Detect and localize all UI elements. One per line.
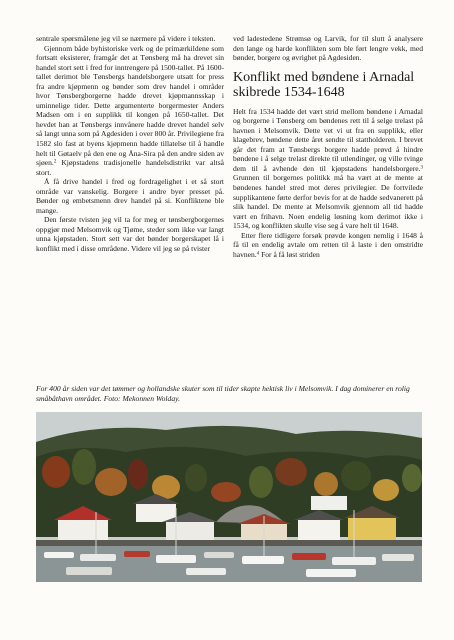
paragraph: Den første tvisten jeg vil ta for meg er tønsbergborgernes oppgjør med Melsomvik og Tjøme, steder som ikke var langt unna kjøpstaden. Stort sett var det bønder borgerskapet lå i konflikt med i disse områdene. Videre vil jeg se på tvister (36, 215, 224, 254)
paragraph: Etter flere tidligere forsøk prøvde kongen nemlig i 1648 å få til en endelig avtale om retten til å laste i den omstridte havnen.$^4$ For å få løst striden (233, 230, 423, 259)
paragraph: Helt fra 1534 hadde det vært strid mellom bøndene i Arnadal og borgerne i Tønsberg om bøndenes rett til å selge trelast på havnen i Melsomvik. Dette vet vi ut fra en supplikk, eller klagebrev, bøndene dette året sendte til stattholderen. I brevet går det fram at Tønsbergs borgere hadde prøvd å hindre bøndene i å selge trelast direkte til utlendinger, og ville tvinge dem til å avhende den til kjøpstadens handelsborgere.$^3$ Grunnen til borgernes politikk må ha vært at de mente at bøndenes handel stred mot deres privilegier. De fortvilede supplikantene førte derfor bevis for at de hadde sedvanerett på slik handel. De mente at Melsomvik gjennom all tid hadde vært en frihavn. Noen endelig løsning kom derimot ikke i 1534, og konflikten skulle vise seg å vare helt til 1648. (233, 106, 423, 231)
paragraph: ved ladestedene Strømsø og Larvik, for til slutt å analysere den lange og harde konflikten som ble ført lengre vekk, med bønder, borgere og øvrighet på Agdesiden. (233, 34, 423, 63)
left-column (36, 34, 224, 254)
harbor-photo (36, 412, 422, 582)
footnote-ref: 4 (256, 251, 260, 257)
paragraph: sentrale spørsmålene jeg vil se nærmere på videre i teksten. (36, 34, 216, 43)
footnote-ref: 3 (420, 165, 423, 171)
paragraph: Å få drive handel i fred og fordragelighet i et så stort område var vanskelig. Borgere i andre byer presset på. Bønder og embetsmenn drev handel på si. Konfliktene ble mange. (36, 177, 224, 215)
figure-caption: For 400 år siden var det tømmer og hollandske skuter som til tider skapte hektisk liv i Melsomvik. I dag dominerer en rolig småbåthavn området. Foto: Mekonnen Wolday. (36, 384, 410, 403)
paragraph: Gjennom både byhistoriske verk og de primærkildene som fortsatt eksisterer, framgår det at Tønsberg må ha drevet sin handel stort sett i fred for inntrengere på 1500-tallet. På 1600-tallet derimot ble Tønsbergs handelsborgere utsatt for press fra andre kjøpmenn og bønder som drev handel i områder hvor Tønsbergborgerne hadde drevet kjøpmannsskap i uminnelige tider. Dette argumenterte borgermester Anders Madsen om i en supplikk til kongen på 1650-tallet. Det hevdet han at Tønsbergs innvånere hadde drevet handel selv så langt unna som på Agdesiden i over 800 år. Privilegiene fra 1582 slo fast at byens kjøpmenn hadde tillatelse til å handle helt til Gøtaelv på den ene og Åna-Sira på den andre siden av sjøen.$^2$ Kjøpstadens tradisjonelle handelsdistrikt var altså stort. (36, 43, 224, 177)
right-column (233, 34, 423, 259)
footnote-ref: 2 (53, 159, 57, 165)
section-heading: Konflikt med bøndene i Arnadal skibrede 1534-1648 (233, 69, 415, 100)
harbor-photo-illustration (36, 412, 422, 582)
